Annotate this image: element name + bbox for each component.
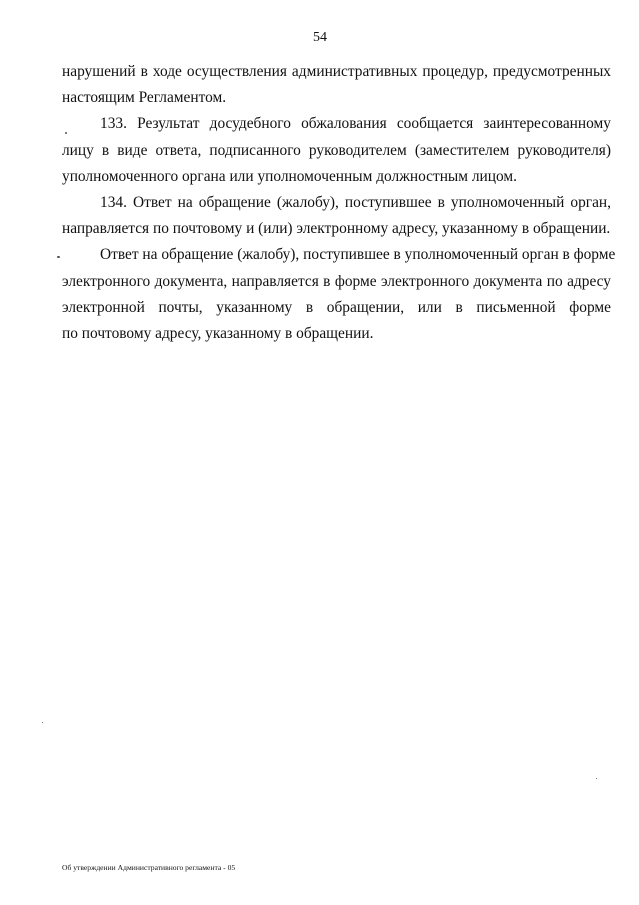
text-line: направляется по почтовому и (или) электронному адресу, указанному в обращении. bbox=[62, 220, 611, 238]
scan-speck bbox=[57, 256, 60, 258]
text-line: электронного документа, направляется в форме электронного документа по адресу bbox=[62, 272, 611, 290]
text-line: нарушений в ходе осуществления административных процедур, предусмотренных bbox=[62, 63, 611, 80]
text-line: по почтовому адресу, указанному в обращении. bbox=[62, 324, 374, 342]
text-line: уполномоченного органа или уполномоченным должностным лицом. bbox=[62, 167, 518, 185]
text-line: электронной почты, указанному в обращении, или в письменной форме bbox=[62, 298, 611, 316]
text-line: 133. Результат досудебного обжалования сообщается заинтересованному bbox=[100, 115, 611, 133]
text-line: лицу в виде ответа, подписанного руководителем (заместителем руководителя) bbox=[62, 141, 611, 159]
document-body bbox=[62, 59, 616, 347]
paragraph-133 bbox=[62, 111, 611, 190]
text-line: 134. Ответ на обращение (жалобу), поступившее в уполномоченный орган, bbox=[100, 193, 611, 211]
scan-speck bbox=[596, 778, 597, 779]
scan-speck bbox=[65, 132, 67, 134]
text-line: настоящим Регламентом. bbox=[62, 89, 227, 107]
paragraph-134 bbox=[62, 190, 611, 242]
text-line: Ответ на обращение (жалобу), поступившее в уполномоченный орган в форме bbox=[100, 246, 616, 264]
scan-speck bbox=[42, 722, 43, 723]
paragraph-electronic-reply bbox=[62, 242, 616, 347]
page-number: 54 bbox=[313, 30, 327, 45]
document-footer: Об утверждении Административного регламента - 05 bbox=[62, 863, 236, 872]
paragraph-continuation bbox=[62, 59, 611, 111]
